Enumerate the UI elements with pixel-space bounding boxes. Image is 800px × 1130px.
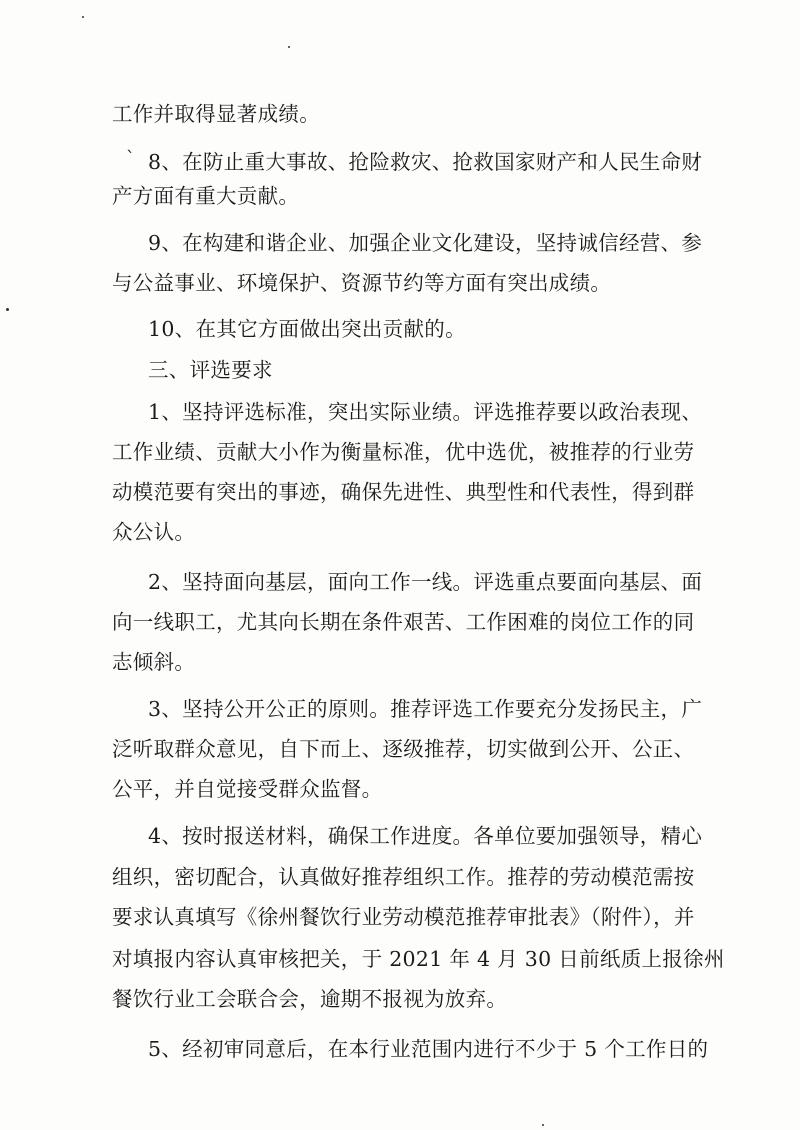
requirement-3: 3、坚持公开公正的原则。推荐评选工作要充分发扬民主，广: [148, 697, 703, 721]
text-line: 公平，并自觉接受群众监督。: [112, 777, 383, 801]
list-item-8: 8、在防止重大事故、抢险救灾、抢救国家财产和人民生命财: [148, 150, 703, 174]
requirement-2: 2、坚持面向基层，面向工作一线。评选重点要面向基层、面: [148, 570, 703, 594]
scan-speck: [288, 46, 290, 48]
requirement-5: 5、经初审同意后，在本行业范围内进行不少于 5 个工作日的: [148, 1037, 709, 1061]
text-line: 志倾斜。: [112, 650, 196, 674]
scan-speck: [82, 16, 84, 18]
requirement-4: 4、按时报送材料，确保工作进度。各单位要加强领导，精心: [148, 824, 703, 848]
text-line: 众公认。: [112, 520, 196, 544]
text-line: 工作业绩、贡献大小作为衡量标准，优中选优，被推荐的行业劳: [112, 440, 695, 464]
text-line: 要求认真填写《徐州餐饮行业劳动模范推荐审批表》（附件），并: [112, 905, 695, 929]
text-line: 餐饮行业工会联合会，逾期不报视为放弃。: [112, 987, 508, 1011]
list-item-10: 10、在其它方面做出突出贡献的。: [148, 317, 466, 341]
scan-speck: [6, 308, 9, 311]
scan-speck: [542, 1124, 544, 1126]
text-line: 组织，密切配合，认真做好推荐组织工作。推荐的劳动模范需按: [112, 865, 695, 889]
section-heading: 三、评选要求: [148, 358, 273, 382]
text-line: 与公益事业、环境保护、资源节约等方面有突出成绩。: [112, 271, 612, 295]
text-line: 向一线职工，尤其向长期在条件艰苦、工作困难的岗位工作的同: [112, 610, 695, 634]
requirement-1: 1、坚持评选标准，突出实际业绩。评选推荐要以政治表现、: [148, 400, 703, 424]
stray-mark: `: [126, 148, 135, 169]
text-line: 泛听取群众意见，自下而上、逐级推荐，切实做到公开、公正、: [112, 737, 695, 761]
text-line: 对填报内容认真审核把关，于 2021 年 4 月 30 日前纸质上报徐州: [112, 947, 725, 971]
text-line: 产方面有重大贡献。: [112, 184, 300, 208]
text-line: 工作并取得显著成绩。: [112, 102, 320, 126]
text-line: 动模范要有突出的事迹，确保先进性、典型性和代表性，得到群: [112, 480, 695, 504]
list-item-9: 9、在构建和谐企业、加强企业文化建设，坚持诚信经营、参: [148, 231, 703, 255]
